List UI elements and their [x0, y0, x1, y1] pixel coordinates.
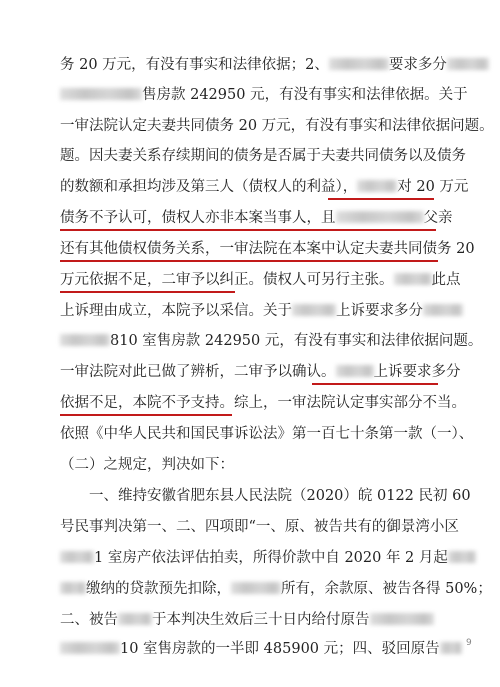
text-span: 上诉理由成立，本院予以采信。关于 [60, 303, 292, 319]
text-span: 上诉要求多分 [336, 303, 423, 319]
text-span: 一审法院认定夫妻共同债务 20 万元，有没有事实和法律依据问题。 [60, 118, 494, 134]
redacted-block [394, 273, 432, 285]
text-span: 父亲 [423, 210, 453, 226]
redacted-block [370, 613, 434, 625]
redacted-block [336, 365, 374, 377]
redacted-block [440, 642, 462, 654]
text-line [60, 512, 500, 542]
redacted-block [329, 58, 389, 70]
redacted-block [60, 582, 86, 594]
text-span: 上诉要求多分 [373, 364, 461, 380]
text-span: 题。因夫妻关系存续期间的债务是否属于夫妻共同债务以及债务 [60, 148, 466, 164]
text-line [60, 605, 500, 635]
text-line [60, 543, 500, 573]
text-span: 售房款 242950 元，有没有事实和法律依据。关于 [142, 87, 468, 103]
redacted-block [118, 613, 152, 625]
redacted-block [231, 582, 281, 594]
redacted-block [448, 551, 476, 563]
text-span: 一审法院对此已做了辨析，二审予以确认。 [60, 364, 336, 380]
page-number: 9 [466, 638, 472, 648]
text-span: （二）之规定，判决如下： [60, 457, 234, 473]
red-underline [60, 291, 235, 293]
text-span: 还有其他债权债务关系，一审法院在本案中认定夫妻共同债务 20 [60, 241, 475, 257]
text-line [60, 574, 500, 604]
text-span: 债务不予认可，债权人亦非本案当事人，且 [60, 210, 336, 226]
text-line [60, 326, 500, 356]
redacted-block [336, 211, 424, 223]
text-span: 二、被告 [60, 612, 118, 628]
text-span: 此点 [431, 272, 461, 288]
redacted-block [60, 334, 110, 346]
text-span: 号民事判决第一、二、四项即“一、原、被告共有的御景湾小区 [60, 519, 459, 535]
redacted-block [292, 304, 336, 316]
text-span: 1 室房产依法评估拍卖，所得价款中自 2020 年 2 月起 [94, 550, 448, 566]
redacted-block [60, 88, 142, 100]
text-span: 要求多分 [388, 57, 447, 73]
red-underline [60, 260, 438, 262]
text-span: 一、维持安徽省肥东县人民法院（2020）皖 0122 民初 60 [89, 488, 471, 504]
text-line [60, 634, 500, 664]
red-underline [60, 229, 436, 231]
text-span: 依照《中华人民共和国民事诉讼法》第一百七十条第一款（一）、 [60, 426, 474, 442]
text-span: 所有，余款原、被告各得 50%； [281, 581, 492, 597]
text-line [60, 111, 500, 141]
text-line [60, 80, 500, 110]
text-line [89, 481, 500, 511]
text-span: 对 20 万元 [397, 179, 469, 195]
text-line [60, 296, 500, 326]
text-span: 务 20 万元，有没有事实和法律依据；2、 [60, 57, 329, 73]
red-underline [312, 383, 438, 385]
redacted-block [447, 58, 489, 70]
red-underline [328, 198, 434, 200]
text-span: 缴纳的贷款预先扣除， [86, 581, 231, 597]
redacted-block [423, 304, 463, 316]
text-span: 10 室售房款的一半即 485900 元；四、驳回原告 [120, 641, 440, 657]
text-line [60, 141, 500, 171]
text-span: 依据不足，本院不予支持。综上，一审法院认定事实部分不当。 [60, 395, 466, 411]
redacted-block [60, 551, 94, 563]
text-span: 的数额和承担均涉及第三人（债权人的利益）， [60, 179, 358, 195]
redacted-block [357, 180, 397, 192]
text-span: 万元依据不足，二审予以纠正。债权人可另行主张。 [60, 272, 394, 288]
text-span: 于本判决生效后三十日内给付原告 [152, 612, 370, 628]
text-line [60, 172, 500, 202]
text-line [60, 419, 500, 449]
red-underline [60, 414, 232, 416]
redacted-block [60, 642, 120, 654]
text-line [60, 450, 500, 480]
text-line [60, 50, 500, 80]
text-span: 810 室售房款 242950 元，有没有事实和法律依据问题。 [110, 333, 483, 349]
